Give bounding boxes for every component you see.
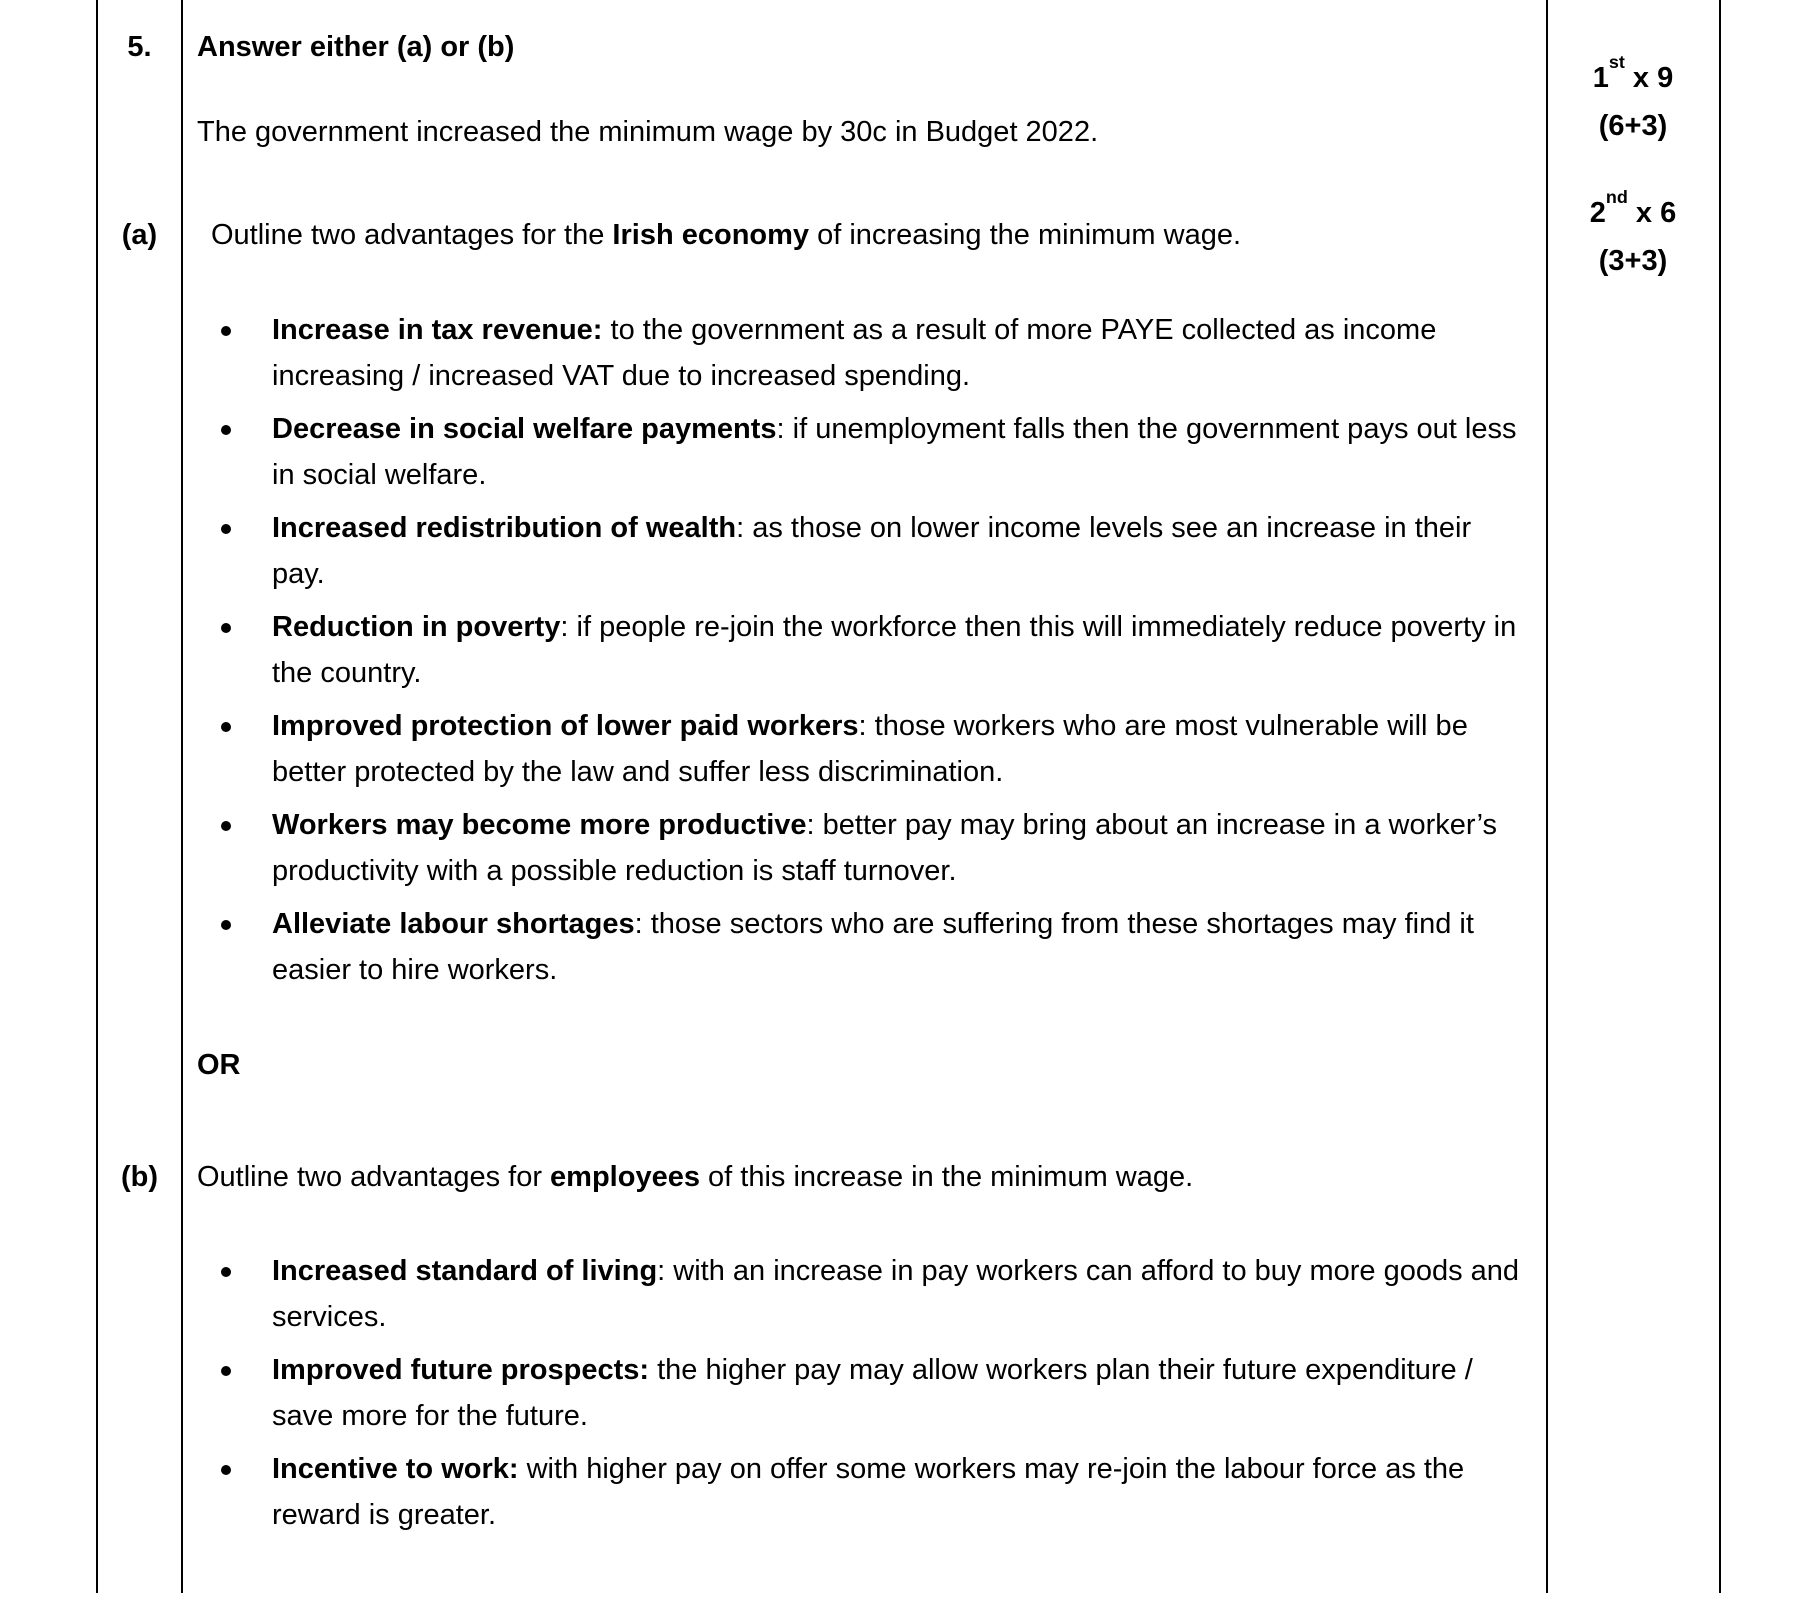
part-b-prompt-post: of this increase in the minimum wage.: [699, 1161, 1194, 1193]
part-b-bullet-list: [197, 1248, 1527, 1545]
bullet-rest: : with an increase in pay workers can afford to buy more goods and services.: [272, 1255, 1520, 1333]
bullet-rest: : those sectors who are suffering from these shortages may find it easier to hire workers.: [272, 908, 1474, 986]
marks-first-mult: x 9: [1624, 62, 1674, 94]
list-item: [197, 1248, 1527, 1340]
list-item: [197, 604, 1527, 696]
bullet-rest: : if people re-join the workforce then this will immediately reduce poverty in the country.: [272, 611, 1517, 689]
bullet-lead: Increased redistribution of wealth: [272, 512, 737, 544]
list-item: [197, 1347, 1527, 1439]
bullet-lead: Increased standard of living: [272, 1255, 658, 1287]
part-b-label: (b): [120, 1161, 159, 1193]
list-item: [197, 703, 1527, 795]
part-b-prompt-bold: employees: [550, 1161, 700, 1193]
bullet-rest: to the government as a result of more PAYE collected as income increasing / increased VAT due to increased spending.: [272, 314, 1437, 392]
list-item: [197, 307, 1527, 399]
bullet-lead: Decrease in social welfare payments: [272, 413, 777, 445]
list-item: [197, 406, 1527, 498]
marks-second-num: 2: [1589, 197, 1606, 229]
part-b-prompt-pre: Outline two advantages for: [197, 1161, 551, 1193]
part-a-label: (a): [121, 219, 158, 251]
bullet-rest: : those workers who are most vulnerable will be better protected by the law and suffer less discrimination.: [272, 710, 1468, 788]
part-a-prompt: [211, 212, 1241, 258]
part-b-prompt: [197, 1154, 1193, 1200]
list-item: [197, 901, 1527, 993]
or-separator: OR: [197, 1049, 241, 1081]
bullet-lead: Reduction in poverty: [272, 611, 561, 643]
list-item: [197, 505, 1527, 597]
list-item: [197, 802, 1527, 894]
marks-second-detail: (3+3): [1598, 245, 1668, 277]
part-a-prompt-pre: Outline two advantages for the: [211, 219, 613, 251]
marks-first-ordinal: st: [1608, 52, 1625, 73]
bullet-lead: Alleviate labour shortages: [272, 908, 635, 940]
bullet-rest: : better pay may bring about an increase in a worker’s productivity with a possible reduction is staff turnover.: [272, 809, 1498, 887]
bullet-rest: : as those on lower income levels see an increase in their pay.: [272, 512, 1472, 590]
part-a-prompt-bold: Irish economy: [612, 219, 810, 251]
marks-second-attempt: [1548, 189, 1718, 285]
bullet-lead: Incentive to work:: [272, 1453, 519, 1485]
marks-second-line: [1548, 189, 1718, 237]
part-a-bullet-list: [197, 307, 1527, 1000]
part-a-prompt-post: of increasing the minimum wage.: [809, 219, 1242, 251]
list-item: [197, 1446, 1527, 1538]
marks-second-ordinal: nd: [1605, 187, 1628, 208]
marks-column-right-rule: [1719, 0, 1721, 1593]
bullet-rest: with higher pay on offer some workers may re-join the labour force as the reward is greater.: [272, 1453, 1465, 1531]
marks-first-attempt: [1548, 54, 1718, 150]
marks-first-detail: (6+3): [1598, 110, 1668, 142]
bullet-lead: Workers may become more productive: [272, 809, 807, 841]
bullet-rest: the higher pay may allow workers plan their future expenditure / save more for the future.: [272, 1354, 1473, 1432]
marks-second-mult: x 6: [1627, 197, 1677, 229]
bullet-rest: : if unemployment falls then the government pays out less in social welfare.: [272, 413, 1517, 491]
marks-first-line: [1548, 54, 1718, 102]
bullet-lead: Improved protection of lower paid workers: [272, 710, 859, 742]
question-title: Answer either (a) or (b): [197, 31, 515, 63]
question-number: 5.: [127, 31, 152, 63]
marks-first-num: 1: [1592, 62, 1609, 94]
question-intro: The government increased the minimum wage by 30c in Budget 2022.: [197, 116, 1099, 148]
bullet-lead: Improved future prospects:: [272, 1354, 650, 1386]
bullet-lead: Increase in tax revenue:: [272, 314, 603, 346]
